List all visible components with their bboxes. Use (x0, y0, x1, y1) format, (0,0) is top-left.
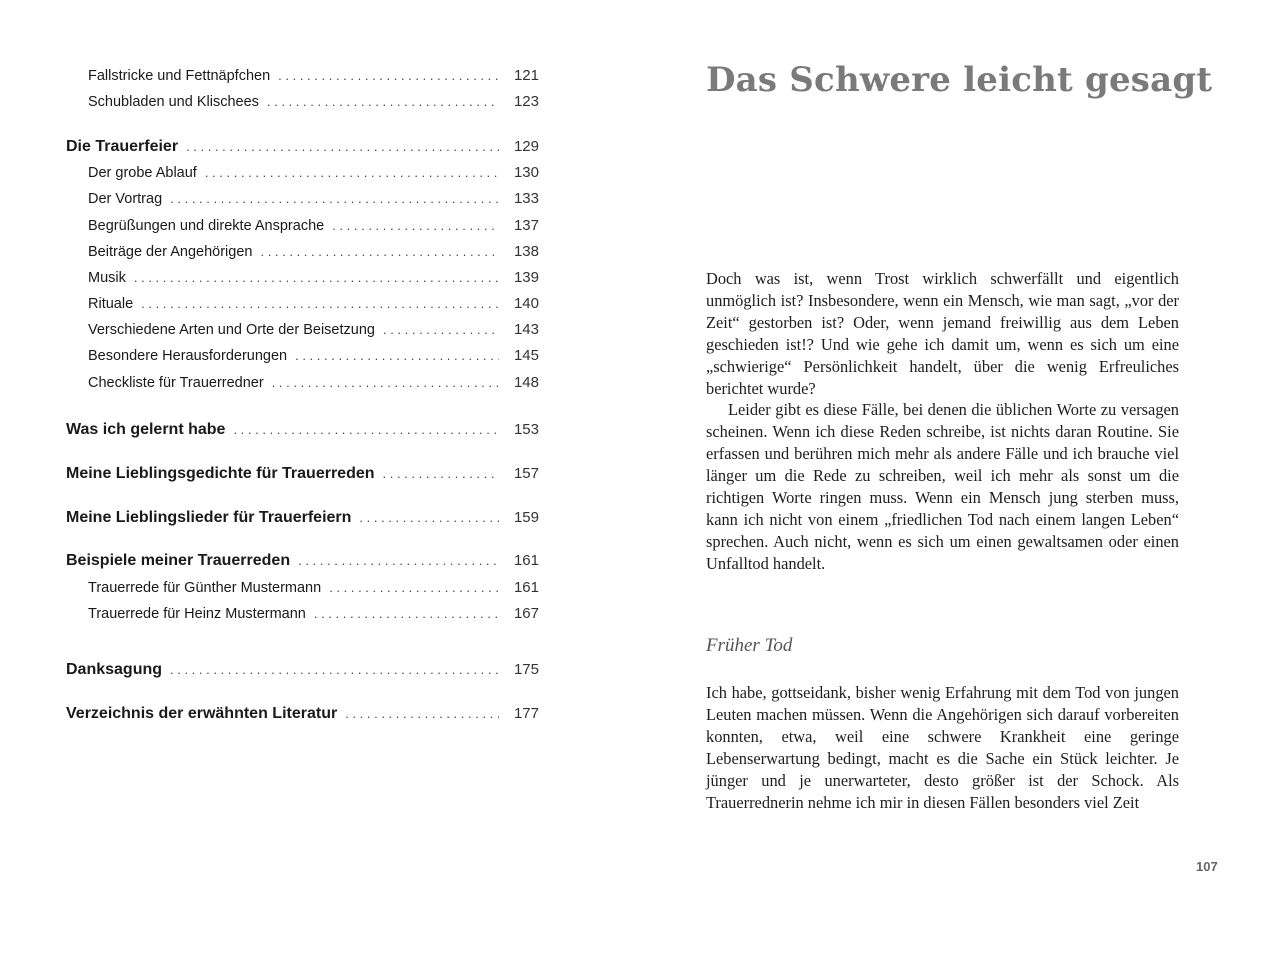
toc-chapter-title: Verzeichnis der erwähnten Literatur (66, 705, 338, 722)
toc-entry-page: 140 (513, 295, 539, 312)
toc-chapter-title: Meine Lieblingslieder für Trauerfeiern (66, 509, 352, 526)
toc-chapter-page: 161 (513, 552, 539, 569)
toc-entry-page: 167 (513, 605, 539, 622)
toc-entry (88, 164, 539, 181)
toc-dot-leader (272, 375, 499, 390)
toc-entry-title: Trauerrede für Günther Mustermann (88, 580, 322, 596)
toc-dot-leader (233, 422, 499, 437)
toc-dot-leader (329, 580, 499, 595)
toc-entry-page: 161 (513, 579, 539, 596)
toc-chapter-page: 129 (513, 138, 539, 155)
toc-entry-page: 139 (513, 269, 539, 286)
toc-entry (88, 579, 539, 596)
body-paragraph: Doch was ist, wenn Trost wirklich schwerfällt und eigentlich unmöglich ist? Insbesondere, wenn ein Mensch, wie man sagt, „vor der Zeit“ gestorben ist? Oder, wenn jemand freiwillig aus dem Leben geschieden ist!? Und wie gehe ich damit um, wenn es sich um eine „schwierige“ Persönlichkeit handelt, über die wenig Erfreuliches berichtet wurde? (706, 269, 1179, 398)
toc-entry-page: 130 (513, 164, 539, 181)
body-paragraph: Ich habe, gottseidank, bisher wenig Erfahrung mit dem Tod von jungen Leuten machen müssen. Wenn die Angehörigen sich darauf vorbereiten konnten, etwa, weil eine schwere Krankheit eine geringe Lebenserwartung bedingt, macht es die Sache ein Stück leichter. Je jünger und je unerwarteter, desto größer ist der Schock. Als Trauerrednerin nehme ich mir in diesen Fällen besonders viel Zeit (706, 683, 1179, 812)
toc-entry (88, 243, 539, 260)
toc-entry (88, 374, 539, 391)
toc-dot-leader (186, 139, 499, 154)
toc-dot-leader (359, 510, 499, 525)
body-text-block (706, 682, 1179, 813)
toc-entry-title: Rituale (88, 296, 134, 312)
body-paragraph: Leider gibt es diese Fälle, bei denen die üblichen Worte zu versagen scheinen. Wenn ich diese Reden schreibe, ist nichts daran Routine. Sie erfassen und berühren mich mehr als andere Fälle und ich brauche viel länger um die Rede zu schreiben, weil ich mehr als sonst um die richtigen Worte ringen muss. Wenn ein Mensch jung sterben muss, kann ich nicht von einem „friedlichen Tod nach einem langen Leben“ sprechen. Auch nicht, wenn es sich um einen gewaltsamen oder einen Unfalltod handelt. (706, 400, 1179, 573)
toc-entry-title: Begrüßungen und direkte Ansprache (88, 218, 325, 234)
toc-dot-leader (345, 706, 499, 721)
toc-entry (88, 269, 539, 286)
toc-dot-leader (141, 296, 499, 311)
toc-entry (88, 321, 539, 338)
toc-chapter (66, 138, 539, 156)
toc-chapter (66, 421, 539, 439)
toc-chapter-page: 159 (513, 509, 539, 526)
toc-dot-leader (383, 322, 499, 337)
toc-entry-page: 133 (513, 190, 539, 207)
toc-chapter (66, 509, 539, 527)
toc-chapter-title: Was ich gelernt habe (66, 421, 226, 438)
toc-chapter-title: Meine Lieblingsgedichte für Trauerreden (66, 465, 375, 482)
toc-chapter (66, 705, 539, 723)
body-text-block (706, 268, 1179, 575)
toc-entry-title: Besondere Herausforderungen (88, 348, 288, 364)
toc-chapter-page: 177 (513, 705, 539, 722)
toc-entry (88, 295, 539, 312)
toc-dot-leader (260, 244, 499, 259)
toc-chapter-title: Die Trauerfeier (66, 138, 179, 155)
toc-entry (88, 347, 539, 364)
toc-chapter-title: Danksagung (66, 661, 163, 678)
toc-dot-leader (314, 606, 499, 621)
toc-entry-title: Musik (88, 270, 126, 286)
toc-dot-leader (332, 218, 499, 233)
toc-entry-title: Schubladen und Klischees (88, 94, 259, 110)
toc-entry-page: 145 (513, 347, 539, 364)
toc-entry (88, 605, 539, 622)
toc-dot-leader (170, 662, 499, 677)
toc-entry-page: 121 (513, 67, 539, 84)
toc-entry-title: Trauerrede für Heinz Mustermann (88, 606, 306, 622)
toc-chapter (66, 552, 539, 570)
toc-entry-page: 138 (513, 243, 539, 260)
toc-chapter-page: 157 (513, 465, 539, 482)
toc-entry-title: Verschiedene Arten und Orte der Beisetzung (88, 322, 375, 338)
toc-chapter-page: 153 (513, 421, 539, 438)
toc-entry-title: Checkliste für Trauerredner (88, 375, 264, 391)
chapter-title: Das Schwere leicht gesagt (706, 60, 1213, 100)
toc-chapter-title: Beispiele meiner Trauerreden (66, 552, 291, 569)
page-number: 107 (1196, 859, 1218, 874)
toc-entry-title: Der Vortrag (88, 191, 163, 207)
toc-dot-leader (170, 191, 499, 206)
toc-dot-leader (295, 348, 499, 363)
toc-entry-page: 137 (513, 217, 539, 234)
toc-dot-leader (267, 94, 499, 109)
toc-dot-leader (278, 68, 499, 83)
toc-dot-leader (298, 553, 499, 568)
toc-entry (88, 190, 539, 207)
toc-entry-title: Beiträge der Angehörigen (88, 244, 253, 260)
toc-entry-page: 123 (513, 93, 539, 110)
toc-entry (88, 67, 539, 84)
toc-entry-page: 148 (513, 374, 539, 391)
toc-dot-leader (383, 466, 499, 481)
toc-dot-leader (205, 165, 499, 180)
toc-entry-page: 143 (513, 321, 539, 338)
toc-chapter (66, 661, 539, 679)
section-heading: Früher Tod (706, 635, 793, 656)
toc-dot-leader (134, 270, 499, 285)
toc-entry (88, 93, 539, 110)
toc-entry (88, 217, 539, 234)
toc-entry-title: Fallstricke und Fettnäpfchen (88, 68, 271, 84)
toc-entry-title: Der grobe Ablauf (88, 165, 197, 181)
toc-chapter (66, 465, 539, 483)
toc-chapter-page: 175 (513, 661, 539, 678)
